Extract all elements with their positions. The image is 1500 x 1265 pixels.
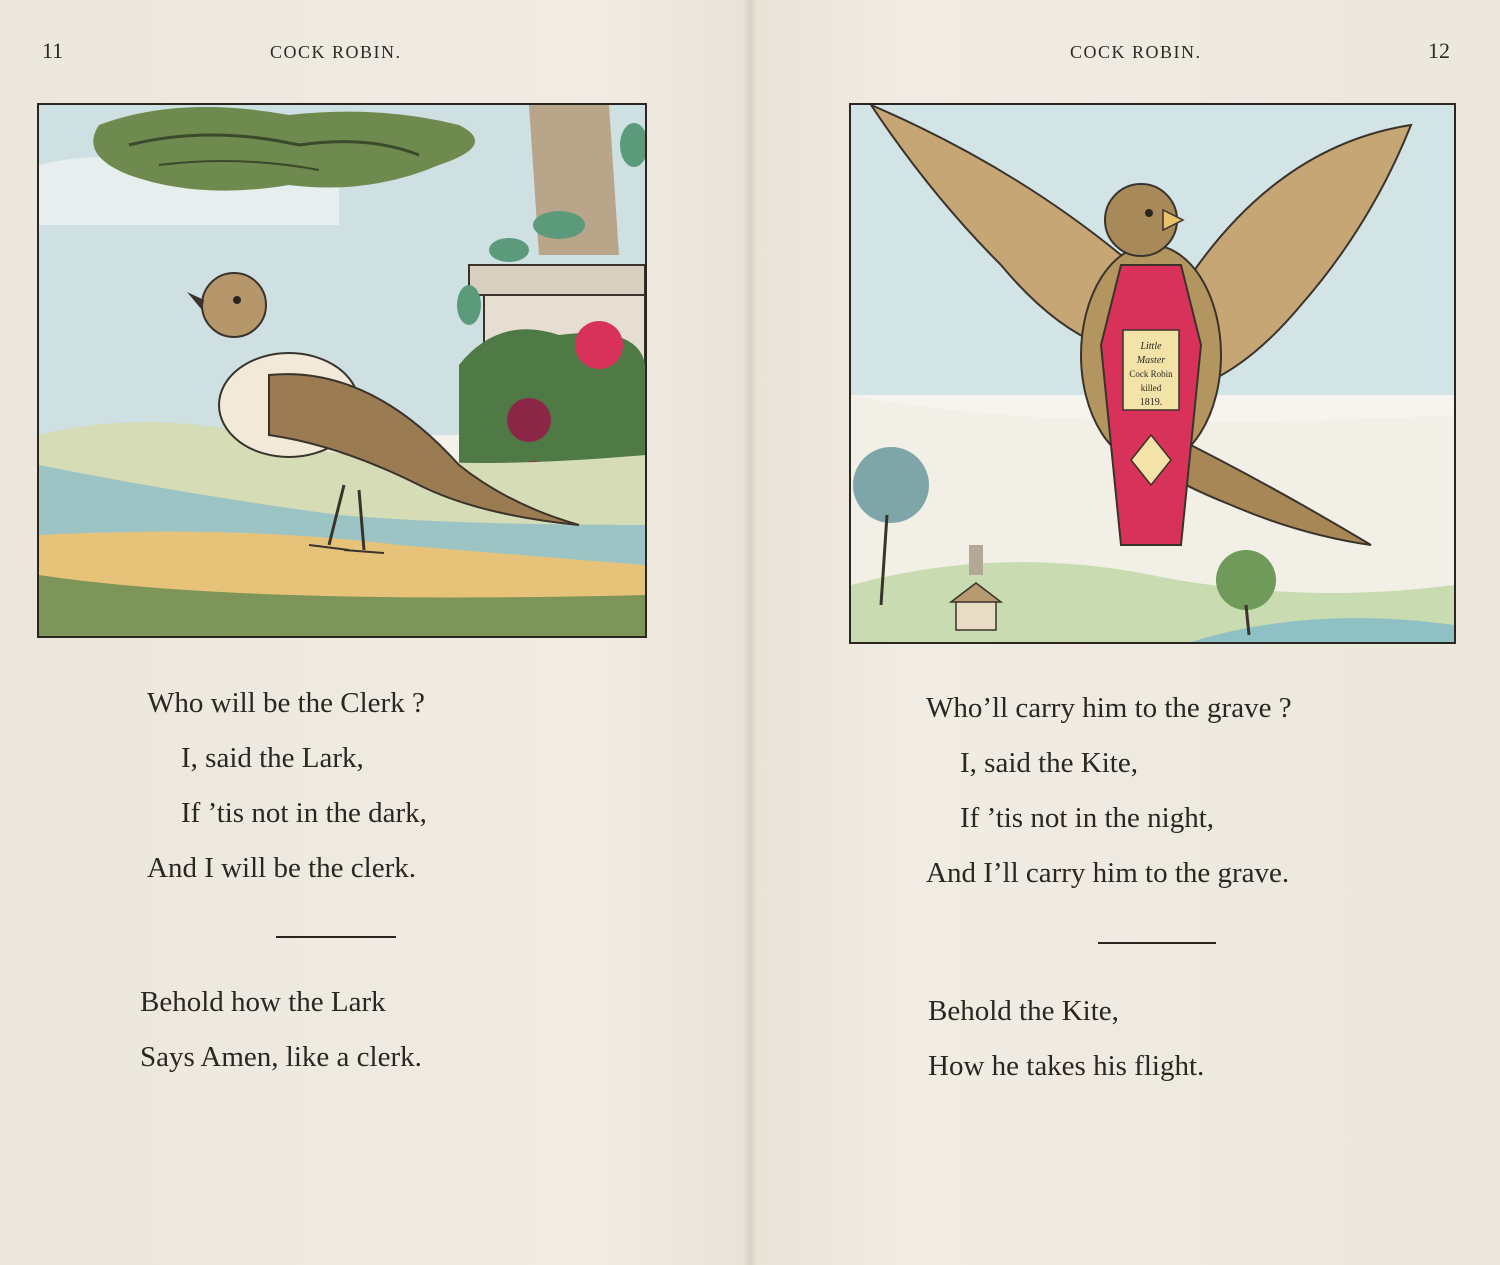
verse-line: And I will be the clerk.	[147, 852, 416, 884]
verse-line: How he takes his flight.	[928, 1050, 1205, 1082]
kite-illustration	[849, 103, 1456, 644]
verse-stanza	[147, 676, 427, 896]
running-head: COCK ROBIN.	[1070, 42, 1202, 62]
verse-line: I, said the Kite,	[960, 747, 1138, 779]
verse-couplet	[928, 984, 1204, 1094]
coffin-text: Little	[1140, 341, 1162, 352]
verse-stanza	[926, 681, 1292, 901]
verse-line: Behold how the Lark	[140, 986, 386, 1018]
verse-couplet	[140, 975, 422, 1085]
page-number: 12	[1428, 38, 1450, 63]
coffin-text: 1819.	[1139, 397, 1163, 408]
lark-engraving	[39, 105, 645, 636]
running-head: COCK ROBIN.	[270, 42, 402, 62]
verse-line: If ’tis not in the night,	[960, 802, 1215, 834]
right-page	[750, 0, 1500, 1265]
verse-line: Says Amen, like a clerk.	[140, 1041, 422, 1073]
verse-line: Who’ll carry him to the grave ?	[926, 692, 1292, 724]
section-rule	[276, 936, 396, 938]
coffin-text: Cock Robin	[1129, 369, 1173, 379]
coffin-text: killed	[1140, 383, 1162, 393]
verse-line: I, said the Lark,	[181, 742, 364, 774]
lark-illustration	[37, 103, 647, 638]
verse-line: If ’tis not in the dark,	[181, 797, 427, 829]
verse-line: Who will be the Clerk ?	[147, 687, 425, 719]
verse-line: And I’ll carry him to the grave.	[926, 857, 1290, 889]
coffin-text: Master	[1136, 355, 1166, 366]
page-number: 11	[42, 38, 64, 63]
section-rule	[1098, 942, 1216, 944]
kite-engraving	[851, 105, 1454, 642]
verse-line: Behold the Kite,	[928, 995, 1119, 1027]
